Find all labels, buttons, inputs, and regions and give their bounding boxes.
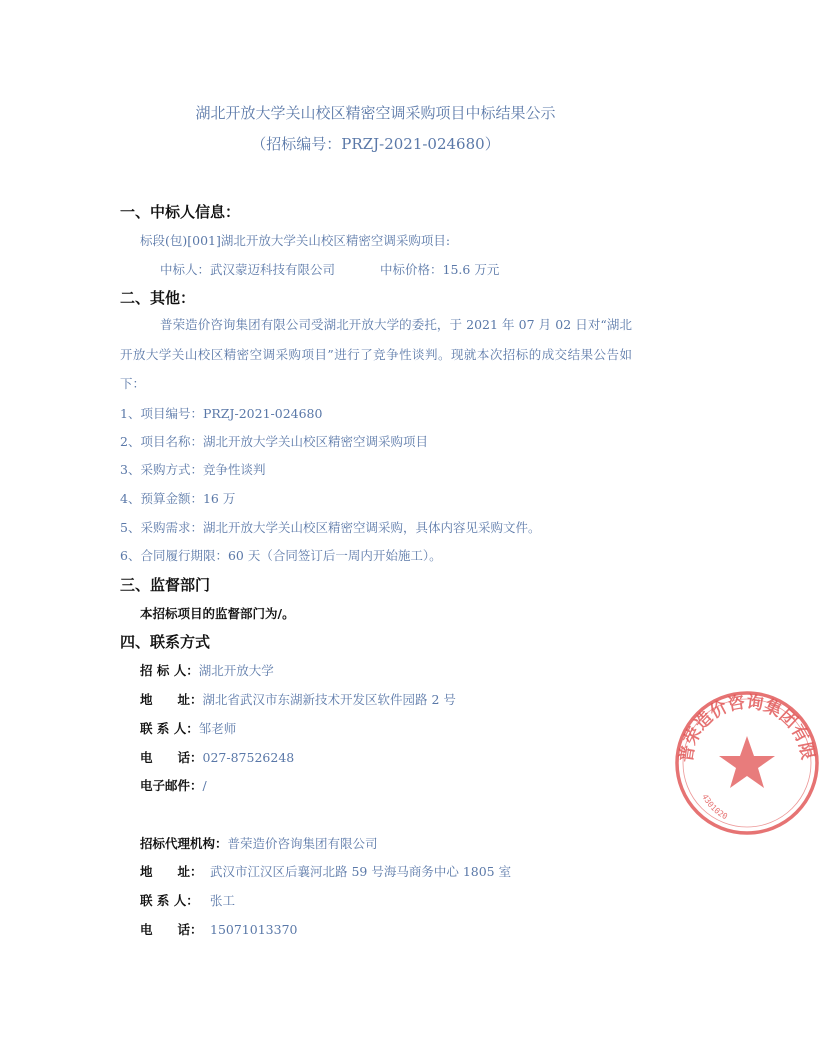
lot-line: 标段(包)[001]湖北开放大学关山校区精密空调采购项目:: [140, 233, 451, 248]
section-3-heading: 三、监督部门: [120, 576, 211, 594]
seal-text: 普荣造价咨询集团有限公司: [663, 673, 818, 764]
item-value: 60 天（合同签订后一周内开始施工）。: [227, 548, 442, 563]
contact-value: 邹老师: [198, 721, 237, 736]
winner-name: 武汉蒙迈科技有限公司: [210, 262, 336, 277]
contact-row: [140, 719, 236, 737]
contact-label: 电 话：: [140, 750, 203, 765]
agency-row: [140, 834, 378, 852]
list-item: [120, 518, 540, 536]
contact-row: [140, 748, 294, 766]
contact-value: 张工: [210, 893, 236, 908]
section-2-paragraph: 普荣造价咨询集团有限公司受湖北开放大学的委托，于 2021 年 07 月 02 日对“湖北开放大学关山校区精密空调采购项目”进行了竞争性谈判。现就本次招标的成交结果公告如下：: [120, 317, 632, 391]
contact-row: [140, 862, 511, 880]
contact-value: 15071013370: [210, 922, 298, 937]
page-title: 湖北开放大学关山校区精密空调采购项目中标结果公示: [195, 104, 556, 122]
contact-row: [140, 776, 207, 794]
list-item: [120, 460, 265, 478]
agency-label: 招标代理机构：: [140, 836, 228, 851]
contact-label: 地 址：: [140, 692, 203, 707]
contact-value: /: [202, 778, 207, 793]
item-value: 湖北开放大学关山校区精密空调采购，具体内容见采购文件。: [202, 520, 541, 535]
price-label: 中标价格：: [380, 262, 443, 277]
contact-label: 招 标 人：: [140, 663, 199, 678]
item-label: 3、采购方式：: [120, 462, 203, 477]
contact-label: 联 系 人：: [140, 721, 199, 736]
section-1-heading: 一、中标人信息：: [120, 203, 241, 221]
contact-value: 武汉市江汉区后襄河北路 59 号海马商务中心 1805 室: [210, 864, 512, 879]
price-value: 15.6 万元: [442, 262, 500, 277]
supervision-text: 本招标项目的监督部门为/。: [140, 606, 295, 621]
contact-label: 联 系 人：: [140, 893, 199, 908]
contact-label: 电子邮件：: [140, 778, 203, 793]
contact-value: 027-87526248: [202, 750, 295, 765]
agency-name: 普荣造价咨询集团有限公司: [227, 836, 378, 851]
tender-number: （招标编号：PRZJ-2021-024680）: [251, 135, 500, 153]
company-seal-icon: [663, 673, 822, 838]
item-label: 6、合同履行期限：: [120, 548, 228, 563]
contact-row: [140, 920, 297, 938]
section-4-heading: 四、联系方式: [120, 633, 211, 651]
contact-value: 湖北省武汉市东湖新技术开发区软件园路 2 号: [202, 692, 456, 707]
item-label: 1、项目编号：: [120, 406, 203, 421]
item-value: 竞争性谈判: [202, 462, 266, 477]
svg-text:普荣造价咨询集团有限公司: [664, 673, 818, 764]
seal-code: 4301020: [700, 792, 729, 822]
price-line: [380, 260, 499, 278]
contact-row: [140, 891, 235, 909]
winner-line: [160, 260, 335, 278]
item-value: 湖北开放大学关山校区精密空调采购项目: [202, 434, 428, 449]
section-2-heading: 二、其他：: [120, 289, 196, 307]
list-item: [120, 404, 322, 422]
item-label: 4、预算金额：: [120, 491, 203, 506]
item-value: PRZJ-2021-024680: [202, 406, 323, 421]
contact-label: 地 址：: [140, 864, 203, 879]
item-label: 2、项目名称：: [120, 434, 203, 449]
contact-label: 电 话：: [140, 922, 203, 937]
item-value: 16 万: [202, 491, 236, 506]
list-item: [120, 432, 428, 450]
item-label: 5、采购需求：: [120, 520, 203, 535]
winner-label: 中标人：: [160, 262, 211, 277]
contact-row: [140, 661, 274, 679]
list-item: [120, 489, 235, 507]
contact-value: 湖北开放大学: [198, 663, 274, 678]
list-item: [120, 546, 442, 564]
contact-row: [140, 690, 456, 708]
